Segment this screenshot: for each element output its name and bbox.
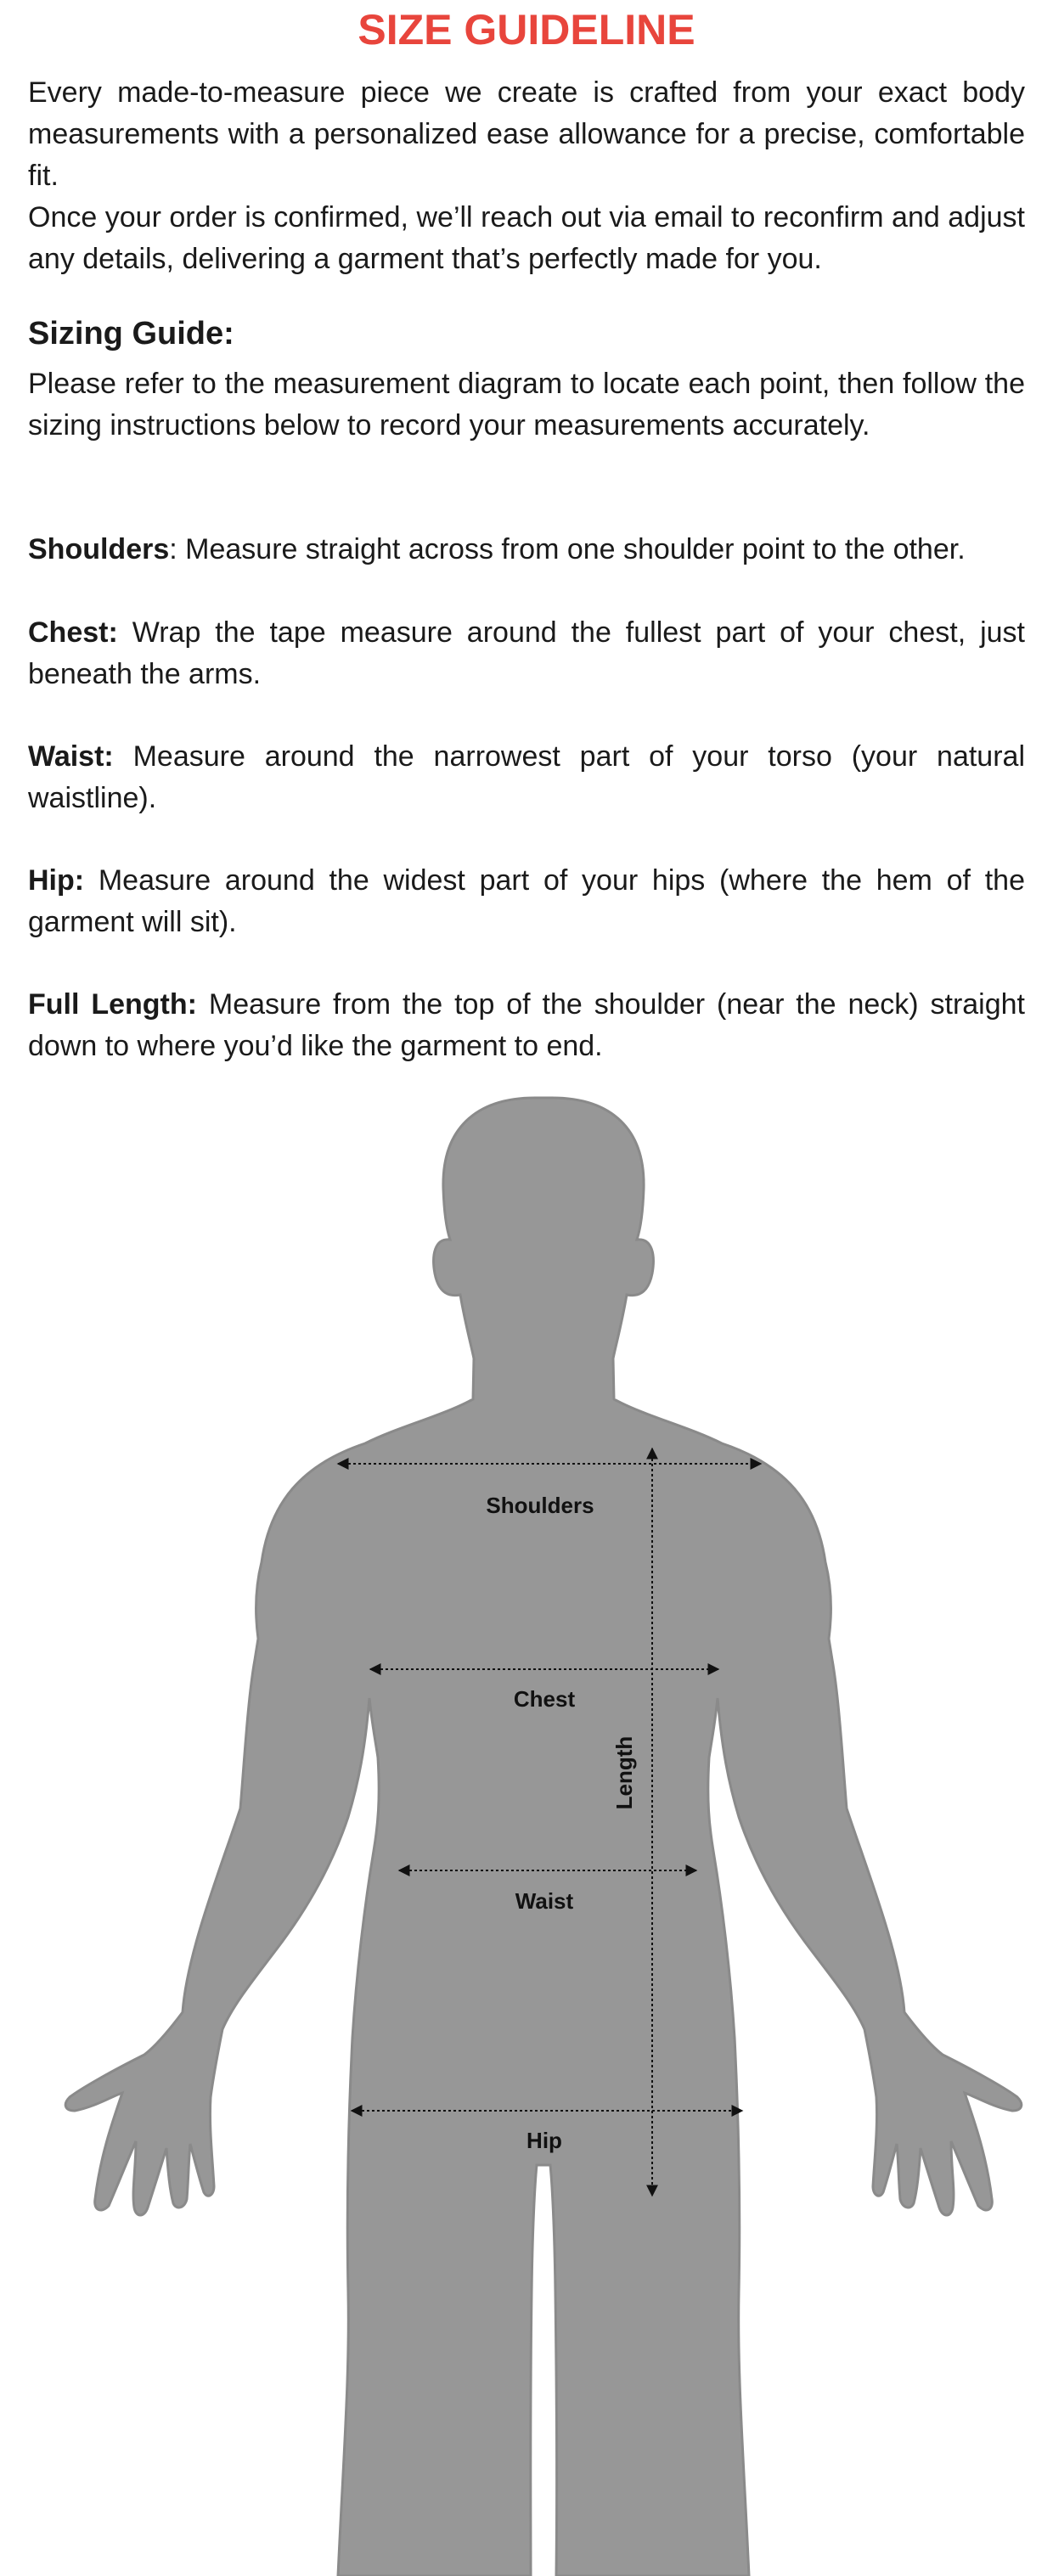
intro-paragraph-2: Once your order is confirmed, we’ll reach out via email to reconfirm and adjust any details, delivering a garment that’s perfectly made for you.	[28, 201, 1025, 275]
measurement-desc: Measure around the widest part of your hips (where the hem of the garment will sit).	[28, 864, 1025, 938]
body-silhouette	[65, 1098, 1022, 2576]
sizing-guide-intro: Please refer to the measurement diagram to locate each point, then follow the sizing instructions below to record your measurements accurately.	[28, 368, 1025, 442]
body-silhouette-svg	[0, 1087, 1053, 2576]
measurement-desc: Measure around the narrowest part of your torso (your natural waistline).	[28, 740, 1025, 814]
measurement-term: Full Length:	[28, 988, 197, 1021]
measurement-separator: :	[169, 533, 177, 565]
chest-label: Chest	[513, 1686, 576, 1712]
measurement-term: Hip:	[28, 864, 85, 897]
intro-paragraph-1: Every made-to-measure piece we create is crafted from your exact body measurements with a personalized ease allowance for a precise, comfortable fit.	[28, 76, 1025, 192]
measurement-term: Shoulders	[28, 533, 170, 565]
measurement-term: Waist:	[28, 740, 114, 773]
measurement-shoulders	[28, 529, 1025, 571]
measurement-hip	[28, 860, 1025, 943]
page-title: SIZE GUIDELINE	[358, 6, 695, 53]
length-label: Length	[611, 1735, 637, 1810]
measurement-full-length	[28, 984, 1025, 1067]
measurement-desc: Measure from the top of the shoulder (near the neck) straight down to where you’d like the garment to end.	[28, 988, 1025, 1062]
measurement-chest	[28, 612, 1025, 695]
measurement-waist	[28, 736, 1025, 819]
body-measurement-diagram	[0, 1087, 1053, 2576]
hip-label: Hip	[526, 2128, 562, 2153]
measurement-desc: Measure straight across from one shoulder point to the other.	[177, 533, 966, 565]
sizing-guide-heading: Sizing Guide:	[28, 316, 234, 352]
shoulders-label: Shoulders	[486, 1493, 594, 1518]
measurement-desc: Wrap the tape measure around the fullest part of your chest, just beneath the arms.	[28, 616, 1025, 690]
waist-label: Waist	[515, 1888, 574, 1914]
measurement-term: Chest:	[28, 616, 118, 649]
